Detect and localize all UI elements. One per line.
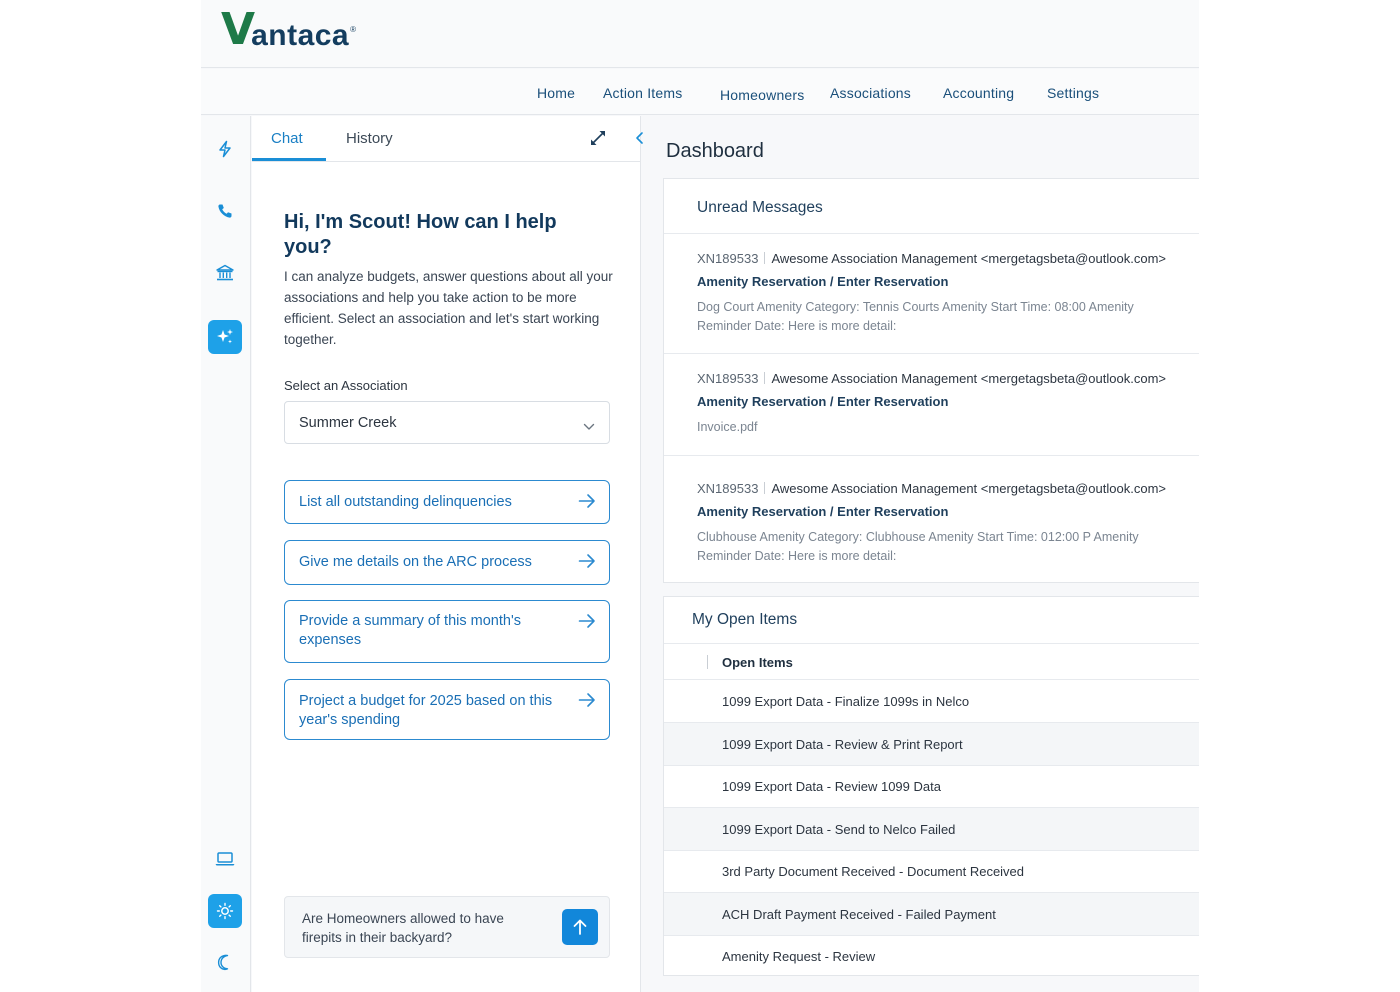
unread-messages-card [663,178,1199,583]
logo-bar [201,0,1199,68]
message-item[interactable] [664,455,1199,583]
chat-tabs [252,116,641,162]
message-email: <mergetagsbeta@outlook.com> [980,251,1166,266]
open-items-column[interactable]: Open Items [722,655,793,670]
chat-panel [252,116,641,992]
left-rail [201,116,251,992]
association-select-label: Select an Association [284,378,408,393]
logo-trademark: ® [350,25,357,34]
logo-letter: V [221,4,256,55]
page-title: Dashboard [666,140,764,162]
message-id: XN189533 [697,481,759,496]
message-sender: Awesome Association Management [771,371,978,386]
message-sender: Awesome Association Management [771,251,978,266]
bank-icon[interactable] [208,256,242,290]
message-subject: Amenity Reservation / Enter Reservation [697,394,949,409]
nav-settings[interactable]: Settings [1047,85,1100,101]
nav-accounting[interactable]: Accounting [943,85,1015,101]
arrow-right-icon [578,613,596,634]
moon-icon[interactable] [208,945,242,979]
laptop-icon[interactable] [208,842,242,876]
message-email: <mergetagsbeta@outlook.com> [980,371,1166,386]
table-row[interactable] [664,935,1199,978]
column-divider [707,655,708,669]
open-item-label: 1099 Export Data - Review 1099 Data [722,779,941,794]
message-sender: Awesome Association Management [771,481,978,496]
open-item-label: 1099 Export Data - Send to Nelco Failed [722,822,956,837]
suggestion-delinquencies[interactable] [284,480,610,524]
table-row[interactable] [664,723,1199,766]
message-preview: Clubhouse Amenity Category: Clubhouse Amenity Start Time: 012:00 P Amenity Reminder Date: Here is more detail: [697,530,1139,563]
table-row[interactable] [664,808,1199,851]
table-row[interactable] [664,765,1199,808]
message-attachment[interactable]: Invoice.pdf [697,420,758,434]
greeting-body: I can analyze budgets, answer questions about all your associations and help you take action to be more efficient. Select an association and let's start working together. [284,269,613,347]
open-item-label: Amenity Request - Review [722,949,876,964]
message-subject: Amenity Reservation / Enter Reservation [697,274,949,289]
suggestion-budget-projection[interactable] [284,679,610,740]
message-subject: Amenity Reservation / Enter Reservation [697,504,949,519]
expand-icon[interactable] [588,128,608,148]
open-item-label: 3rd Party Document Received - Document Received [722,864,1025,879]
vantaca-logo[interactable] [221,4,357,55]
table-row[interactable] [664,893,1199,936]
open-item-label: 1099 Export Data - Finalize 1099s in Nelco [722,694,970,709]
sun-icon[interactable] [208,894,242,928]
nav-homeowners[interactable]: Homeowners [720,87,805,103]
arrow-up-icon [572,918,588,936]
table-row[interactable] [664,680,1199,723]
message-meta [697,371,1166,386]
message-item[interactable] [664,233,1199,353]
chat-composer[interactable] [284,896,610,958]
message-id: XN189533 [697,371,759,386]
top-nav [201,69,1199,115]
open-items-title: My Open Items [692,611,798,628]
message-item[interactable] [664,353,1199,455]
open-item-label: ACH Draft Payment Received - Failed Payment [722,907,996,922]
tab-chat[interactable]: Chat [271,130,303,147]
table-row[interactable] [664,850,1199,893]
unread-messages-title: Unread Messages [697,199,823,216]
suggestion-label: Give me details on the ARC process [299,554,532,570]
message-preview: Dog Court Amenity Category: Tennis Courts Amenity Start Time: 08:00 Amenity Reminder Date: Here is more detail: [697,300,1134,333]
association-select-value: Summer Creek [299,415,397,431]
active-tab-indicator [252,158,326,161]
composer-input-text[interactable]: Are Homeowners allowed to have firepits in their backyard? [302,911,504,945]
divider [764,252,765,264]
arrow-right-icon [578,493,596,514]
divider [764,482,765,494]
sparkle-icon[interactable] [208,320,242,354]
association-select[interactable] [284,401,610,444]
message-meta [697,251,1166,266]
open-items-header [664,643,1199,680]
message-id: XN189533 [697,251,759,266]
logo-text: antaca [251,19,350,52]
open-item-label: 1099 Export Data - Review & Print Report [722,737,963,752]
divider [764,372,765,384]
suggestion-label: List all outstanding delinquencies [299,494,512,510]
chevron-down-icon [583,418,595,436]
open-items-card [663,596,1199,976]
suggestion-label: Project a budget for 2025 based on this year's spending [299,693,553,728]
app-frame [201,0,1199,992]
arrow-right-icon [578,553,596,574]
suggestion-label: Provide a summary of this month's expenses [299,613,521,648]
collapse-panel-icon[interactable] [634,130,646,146]
nav-action-items[interactable]: Action Items [603,85,683,101]
bolt-icon[interactable] [208,132,242,166]
suggestion-arc-process[interactable] [284,540,610,585]
arrow-right-icon [578,692,596,713]
nav-home[interactable]: Home [537,85,576,101]
greeting-title: Hi, I'm Scout! How can I help you? [284,211,557,258]
nav-associations[interactable]: Associations [830,85,911,101]
phone-icon[interactable] [208,194,242,228]
message-email: <mergetagsbeta@outlook.com> [980,481,1166,496]
suggestion-monthly-expenses[interactable] [284,600,610,663]
message-meta [697,481,1166,496]
send-button[interactable] [562,909,598,945]
tab-history[interactable]: History [346,130,393,147]
